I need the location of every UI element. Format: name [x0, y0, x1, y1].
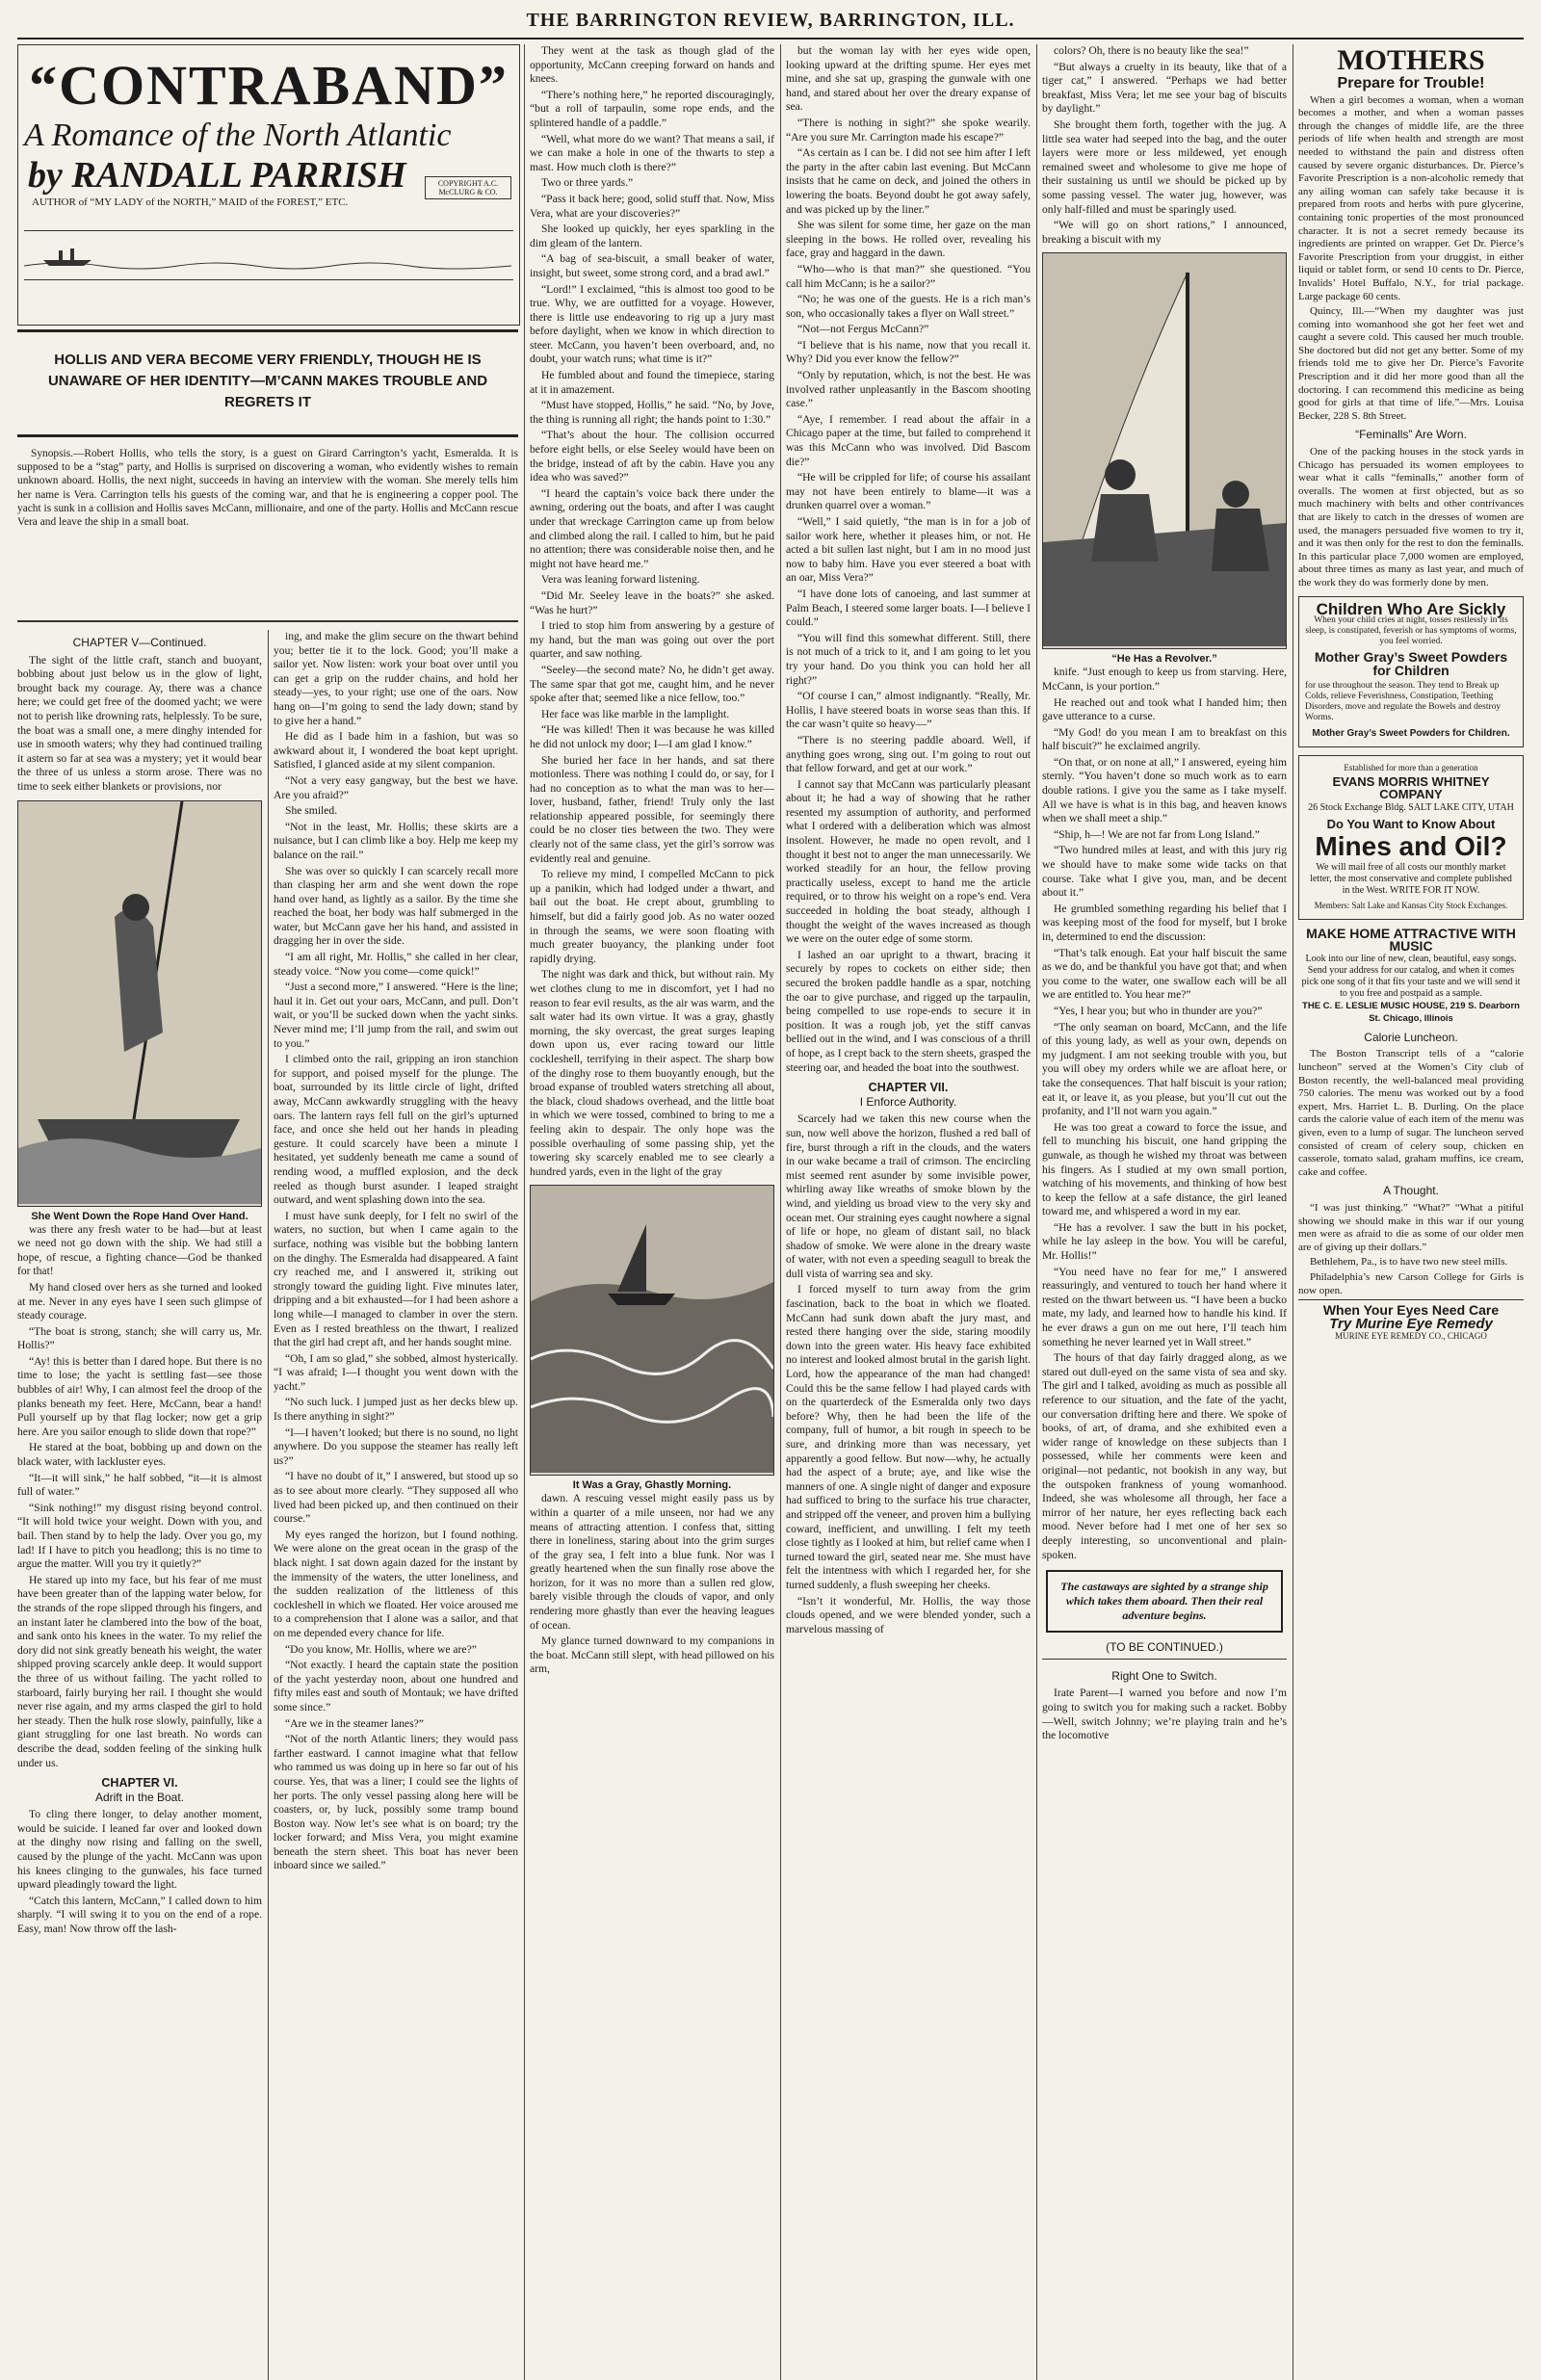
mothers-ad-body: When a girl becomes a woman, when a woman becomes a mother, and when a woman passes through the changes of middle life, are the three periods of life when health and strength are most needed to withstand the pain and distress often caused by severe organic disturbances. Dr. Pierce’s Favorite Prescription is a non-alcoholic remedy that any ailing woman can safely take because it is prepared from roots and herbs with pure glycerine, containing tonic properties of the most pronounced character. It is not a secret remedy because its ingredients are printed on wrapper. Get Dr. Pierce’s Favorite Prescription from your druggist, in either liquid or tablet form, or send 10 cents to Dr. Pierce, Invalids’ Hotel Buffalo, N.Y., for trial package. Large package 60 cents.	[1298, 93, 1524, 302]
music-ad-firm: THE C. E. LESLIE MUSIC HOUSE, 219 S. Dearborn St. Chicago, Illinois	[1302, 1000, 1520, 1025]
paragraph: “I have done lots of canoeing, and last summer at Palm Beach, I steered some larger boats. I—I believe I could.”	[786, 587, 1031, 629]
paragraph: “Not in the least, Mr. Hollis; these skirts are a nuisance, but I can climb like a boy. Help me keep my balance on the rail.”	[274, 820, 518, 861]
divider	[17, 620, 518, 622]
paragraph: “Not of the north Atlantic liners; they would pass farther eastward. I cannot imagine what that fellow who rammed us was doing up in here so far out of his course. Yes, that was a liner; I could see the lights of her ports. The only vessel passing along here will be coasters, or, by luck, possibly some tramp bound Boston way. Now let’s see what is on board; try the locker forward; and Miss Vera, you might examine beneath the stern sheet. This boat has never been inboard since we sailed.”	[274, 1733, 518, 1872]
paragraph: “Did Mr. Seeley leave in the boats?” she asked. “Was he hurt?”	[530, 588, 774, 616]
column-rule	[780, 44, 781, 2380]
paragraph: She smiled.	[285, 804, 338, 818]
chapter-vii-title: I Enforce Authority.	[859, 1094, 957, 1109]
column-4	[786, 44, 1031, 2380]
evans-question: Do You Want to Know About	[1326, 817, 1496, 832]
paragraph: “Seeley—the second mate? No, he didn’t get away. The same spar that got me, caught him, and he never spoke after that; seemed like a nice fellow, too.”	[530, 663, 774, 705]
paragraph: “Catch this lantern, McCann,” I called down to him sharply. “I will swing it to you on the end of a rope. Easy, man! Now throw off the lash-	[17, 1894, 262, 1936]
chapter-v-heading: CHAPTER V—Continued.	[72, 636, 207, 649]
feminalls-text: One of the packing houses in the stock yards in Chicago has persuaded its women employees to wear what it calls “feminalls,” another form of overalls. The women at first objected, but as so much machinery with belts and other contrivances that are likely to catch in the dresses of women are used, the managers persuaded five women to try it, and it was then only for the rest to don the feminalls. In this particular place 7,000 women are employed, about three times as many as last year, and much of the work they do was formerly done by men.	[1298, 446, 1524, 588]
to-be-continued: (TO BE CONTINUED.)	[1106, 1640, 1223, 1655]
filler-heading: Right One to Switch.	[1111, 1668, 1217, 1683]
paragraph: “He will be crippled for life; of course his assailant may not have been entirely to blame—it was a drunken quarrel over a woman.”	[786, 471, 1031, 512]
paragraph: He stared up into my face, but his fear of me must have been greater than of the lapping water below, for the strands of the rope slipped through his fingers, and an instant later he clambered into the bow of the boat, and sank onto his knees in the water. To my relief the dory did not sink greatly beneath his weight, the water shipped proving scarcely ankle deep. It would support the three of us without failing. The yacht rolled to starboard, fairly burying her rail. I thought she would never rise again, and my arms clasped the girl to hold her steady. Then the hulk rose slowly, painfully, like a giant struggling for one last breath. No words can describe the dead, sodden feeling of the sinking hulk under us.	[17, 1573, 262, 1769]
bethlehem-note: Bethlehem, Pa., is to have two new steel mills.	[1310, 1256, 1508, 1268]
rope-illustration	[17, 800, 262, 1207]
paragraph: “Two hundred miles at least, and with this jury rig we should have to make some wide tacks on that course. Take what I give you, man, and be decent about it.”	[1042, 844, 1287, 900]
paragraph: “Well,” I said quietly, “the man is in for a job of sailor work here, whether it pleases him, or not. He acted a bit sullen last night, but I am in no mood just now to baby him. Have you ever steered a boat with an oar, Miss Vera?”	[786, 515, 1031, 585]
paragraph: “I heard the captain’s voice back there under the awning, ordering out the boats, and after I was caught under that wreckage Carrington came up from below and climbed along the rail. I called to him, but he paid no attention; there was considerable noise then, and he might not have heard me.”	[530, 486, 774, 570]
column-3	[530, 44, 774, 2380]
paragraph: “Ship, h—! We are not far from Long Island.”	[1054, 827, 1260, 841]
paragraph: “Who—who is that man?” she questioned. “You call him McCann; is he a sailor?”	[786, 262, 1031, 290]
paragraph: My eyes ranged the horizon, but I found nothing. We were alone on the great ocean in the grasp of the black night. I sat down again dazed for the instant by the immensity of the waters, the utter loneliness, and the sudden realization of the littleness of this cockleshell in which we floated. Her voice aroused me to a comprehension that I alone was a sailor, and that on me depended every chance for life.	[274, 1528, 518, 1639]
serial-deck-headline: HOLLIS AND VERA BECOME VERY FRIENDLY, THOUGH HE IS UNAWARE OF HER IDENTITY—M’CANN MAKES TROUBLE AND REGRETS IT	[17, 329, 518, 437]
column-2	[274, 630, 518, 2380]
paragraph: To cling there longer, to delay another moment, would be suicide. I leaned far over and looked down at the dinghy now rising and falling on the swell, caused by the plunge of the yacht. McCann was upon his knees clinging to the gunwales, his face turned upward pleadingly toward the light.	[17, 1808, 262, 1892]
evans-ad	[1298, 755, 1524, 920]
filler-item	[1042, 1659, 1287, 1743]
serial-byline: by RANDALL PARRISH	[28, 155, 406, 196]
serial-subtitle: A Romance of the North Atlantic	[24, 118, 452, 153]
paragraph: He stared at the boat, bobbing up and down on the black water, with lackluster eyes.	[17, 1441, 262, 1469]
evans-address: 26 Stock Exchange Bldg. SALT LAKE CITY, UTAH	[1308, 801, 1514, 813]
column-1	[17, 630, 262, 2380]
paragraph: “No such luck. I jumped just as her decks blew up. Is there anything in sight?”	[274, 1396, 518, 1424]
mothers-ad-subtitle: Prepare for Trouble!	[1337, 75, 1485, 92]
paragraph: “My God! do you mean I am to breakfast on this half biscuit?” he exclaimed angrily.	[1042, 725, 1287, 753]
paragraph: Vera was leaning forward listening.	[541, 573, 700, 587]
paragraph: He grumbled something regarding his belief that I was keeping most of the food for myself, but I broke in, determined to end the discussion:	[1042, 902, 1287, 943]
paragraph: Two or three yards.”	[541, 176, 634, 190]
paragraph: “Aye, I remember. I read about the affair in a Chicago paper at the time, but failed to comprehend it was this McCann who was involved. Did Bascom die?”	[786, 412, 1031, 468]
revolver-caption: “He Has a Revolver.”	[1111, 653, 1217, 666]
paragraph: “It—it will sink,” he half sobbed, “it—it is almost full of water.”	[17, 1471, 262, 1499]
gray-ad-title: Children Who Are Sickly	[1316, 599, 1506, 618]
gray-ad-body: for use throughout the season. They tend to Break up Colds, relieve Feverishness, Constipation, Teething Disorders, move and regulate the Bowels and destroy Worms.	[1305, 681, 1502, 723]
masthead: THE BARRINGTON REVIEW, BARRINGTON, ILL.	[17, 10, 1524, 39]
ship-decoration-icon	[24, 230, 513, 280]
paragraph: ing, and make the glim secure on the thwart behind you; better tie it to the lock. Good; you’ll make a sailor yet. Now listen: work your boat over until you can get a grip on the rudder chains, and hold her steady—yes, to your right; use one of the oars. Now hang on—I’m going to send the lady down; stand by to give her a hand.”	[274, 630, 518, 727]
paragraph: She brought them forth, together with the jug. A little sea water had seeped into the bag, and the outer layers were more or less mildewed, yet enough remained sweet and wholesome to give me hope of their sustaining us until we should be picked up by some passing vessel. The water jug, however, was only half-filled and must be sparingly used.	[1042, 118, 1287, 216]
mothers-ad	[1298, 44, 1524, 91]
calorie-text: The Boston Transcript tells of a “calorie luncheon” served at the Women’s City club of Boston recently, the well-balanced meal providing 750 calories. The menu was worked out by a food expert, Mrs. Harriet L. B. Durling. On the place cards the calorie value of each item of the menu was given, even to a lump of sugar. The luncheon served consisted of cream of celery soup, chicken en casserole, tomato salad, graham muffins, ice cream, cake and coffee.	[1298, 1048, 1524, 1178]
murine-ad-product: Try Murine Eye Remedy	[1329, 1315, 1493, 1332]
paragraph: “Of course I can,” almost indignantly. “Really, Mr. Hollis, I have steered boats in worse seas than this. If the car wasn’t quite so heavy—”	[786, 690, 1031, 731]
paragraph: The hours of that day fairly dragged along, as we stared out dull-eyed on the same vista of sea and sky. The girl and I talked, avoiding as much as possible all reference to our situation, and the fate of the yacht, our conversation drifting here and there. We spoke of books, of art, of drama, and she exhibited even a wider range of knowledge on these subjects than I possessed, while her comments were keen and original—not pedantic, not bookish in any way, but the outspoken frankness of young womanhood. Indeed, she was wholesome all through, her face a mirror of her nature, her eyes reflecting back each mood. Never before had I met one of her sex so deeply interesting, so unconventional and plain-spoken.	[1042, 1351, 1287, 1561]
paragraph: “I believe that is his name, now that you recall it. Why? Did you ever know the fellow?”	[786, 338, 1031, 366]
chapter-vii-heading	[786, 1081, 1031, 1109]
paragraph: He did as I bade him in a fashion, but was so awkward about it, I wondered the boat kept upright. Satisfied, I glanced aside at my silent companion.	[274, 730, 518, 772]
paragraph: The sight of the little craft, stanch and buoyant, bobbing about just below us in the glow of light, brought back my courage. Ay, there was a chance here; we could get free of the doomed yacht; we were not to perish like drowning rats, helplessly. To be sure, the boat was a small one, a mere dinghy intended for use in smooth waters; why they had continued trailing it astern so far at sea was a mystery; yet it would bear the three of us unless a storm arose. There was no time to seek either blankets or provisions, nor	[17, 653, 262, 793]
paragraph: Scarcely had we taken this new course when the sun, now well above the horizon, flushed a red ball of fire, burst through a rift in the clouds, and the waters in our wake became a trail of crimson. The encircling mist seemed rent asunder by some invisible power, whirling away like wreaths of smoke blown by the wind, and yielding us broad view to the very sky and ocean met. Our straining eyes caught nowhere a signal of life or hope, no gleam of distant sail, no black shadow of smoke. We were alone in the dreary waste of water, with not even a speeding seagull to break the dull vista of warring sea and sky.	[786, 1112, 1031, 1280]
phila-note: Philadelphia’s new Carson College for Girls is now open.	[1298, 1270, 1524, 1296]
column-rule	[524, 44, 525, 2380]
paragraph: “I am all right, Mr. Hollis,” she called in her clear, steady voice. “Now you come—come quick!”	[274, 951, 518, 978]
paragraph: I lashed an oar upright to a thwart, bracing it securely by ropes to cockets on either side; then secured the broken paddle handle as a spar, notching the oar to give purchase, and rigged up the tarpaulin, being compelled to use rope-ends to secure it in position. It was a rough job, yet the stiff canvas bellied out in the wind, and I was conscious of a thrill of hope, as I crept back to the stern sheets, grasped the steering oar, and headed the boat into the southwest.	[786, 948, 1031, 1074]
column-5	[1042, 44, 1287, 2380]
copyright-box: COPYRIGHT A.C. McCLURG & CO.	[425, 176, 511, 199]
revolver-illustration	[1042, 252, 1287, 649]
music-ad	[1298, 925, 1524, 1026]
evans-members: Members: Salt Lake and Kansas City Stock Exchanges.	[1314, 900, 1508, 910]
paragraph: “Just a second more,” I answered. “Here is the line; haul it in. Get out your oars, McCann, and pull. Don’t wait, or you’ll be sucked down when the yacht sinks. Never mind me; I’ll jump from the rail, and swim out to you.”	[274, 981, 518, 1050]
evans-established: Established for more than a generation	[1344, 762, 1478, 772]
paragraph: “Not a very easy gangway, but the best we have. Are you afraid?”	[274, 773, 518, 801]
music-ad-title: MAKE HOME ATTRACTIVE WITH MUSIC	[1306, 925, 1516, 955]
paragraph: “I—I haven’t looked; but there is no sound, no light anywhere. Do you suppose the steamer has really left us?”	[274, 1425, 518, 1467]
paragraph: “There is no steering paddle aboard. Well, if anything goes wrong, sing out. I’m going to rout out that fellow forward, and get at our work.”	[786, 733, 1031, 775]
paragraph: “On that, or on none at all,” I answered, eyeing him sternly. “You haven’t done so much work as to earn double rations. I give you the same as I take myself. All we have is what is in this bag, and heaven knows when we shall meet a ship.”	[1042, 755, 1287, 825]
paragraph: “That’s talk enough. Eat your half biscuit the same as we do, and be thankful you have got that; and when you come to the water, one swallow each will be all we are entitled to. You hear me?”	[1042, 946, 1287, 1002]
paragraph: “There is nothing in sight?” she spoke wearily. “Are you sure Mr. Carrington made his escape?”	[786, 116, 1031, 144]
murine-ad	[1298, 1299, 1524, 1344]
serial-author-note: AUTHOR of “MY LADY of the NORTH,” MAID of the FOREST,” ETC.	[32, 196, 349, 208]
paragraph: I tried to stop him from answering by a gesture of my hand, but the man was going out over the port quarter, and saw nothing.	[530, 619, 774, 661]
paragraph: “Sink nothing!” my disgust rising beyond control. “It will hold twice your weight. Down with you, and bail. Then stand by to help the lady. Over you go, my lad! If I have to pitch you headlong; this is no time to argue the matter. Will you try it quietly?”	[17, 1501, 262, 1571]
paragraph: “Pass it back here; good, solid stuff that. Now, Miss Vera, what are your discoveries?”	[530, 192, 774, 220]
paragraph: dawn. A rescuing vessel might easily pass us by within a quarter of a mile unseen, nor had we any means of attracting attention. I confess that, sitting there in loneliness, staring about into the grim surges of the gray sea, I felt into a blue funk. Nor was I greatly heartened when the sun finally rose above the horizon, for it was no more than a sullen red glow, barely visible through the clouds of vapor, and only rendering more ghastly than ever the heaving leagues of ocean.	[530, 1492, 774, 1632]
gray-morning-caption: It Was a Gray, Ghastly Morning.	[572, 1479, 732, 1492]
paragraph: “Isn’t it wonderful, Mr. Hollis, the way those clouds opened, and we were blended yonder, such a marvelous massing of	[786, 1594, 1031, 1635]
paragraph: Her face was like marble in the lamplight.	[541, 707, 730, 720]
sea-illustration	[530, 1185, 774, 1476]
next-episode-box: The castaways are sighted by a strange ship which takes them aboard. Then their real adventure begins.	[1046, 1570, 1283, 1633]
evans-name: EVANS MORRIS WHITNEY COMPANY	[1332, 773, 1490, 802]
testimonial: Quincy, Ill.—“When my daughter was just coming into womanhood she got her feet wet and caught a severe cold. This caused her much trouble. She doctored but did not get any better. Some of my friends told me to give her Dr. Pierce’s Favorite Prescription and it did her more good than all the doctoring. I can recommend this medicine as being good for girls at that time of life.”—Mrs. Louisa Becker, 228 S. 8th Street.	[1298, 305, 1524, 422]
mothers-ad-title: MOTHERS	[1337, 44, 1485, 76]
paragraph: “The only seaman on board, McCann, and the life of this young lady, as well as your own, depends on my judgment. I am not seeking trouble with you, but you will obey my orders while we are afloat here, or take the consequences. That half biscuit is your ration; eat it, or leave it, as you please, but you’ll cut out the profanity, and I’ll not warn you again.”	[1042, 1020, 1287, 1118]
paragraph: She looked up quickly, her eyes sparkling in the dim gleam of the lantern.	[530, 222, 774, 249]
paragraph: She was over so quickly I can scarcely recall more than clasping her arm and she went down the rope hand over hand, as lightly as a sailor. By the time she reached the boat, her body was half submerged in the water, but McCann gave her his hand, and assisted in dragging her in over the side.	[274, 864, 518, 948]
paragraph: “Must have stopped, Hollis,” he said. “No, by Jove, the thing is running all right; the hands point to 1:30.”	[530, 399, 774, 426]
column-6-ads	[1298, 44, 1524, 2380]
paragraph: “We will go on short rations,” I announced, breaking a biscuit with my	[1042, 219, 1287, 246]
paragraph: “You need have no fear for me,” I answered reassuringly, and ventured to touch her hand where it rested on the thwart between us. “I have been a bucko mate, my lady, and learned how to handle his kind. If he ever draws a gun on me out here, I’ll teach him something he never learned yet in Wall street.”	[1042, 1265, 1287, 1348]
paragraph: “Yes, I hear you; but who in thunder are you?”	[1054, 1004, 1263, 1017]
paragraph: knife. “Just enough to keep us from starving. Here, McCann, is your portion.”	[1042, 666, 1287, 693]
paragraph: “Lord!” I exclaimed, “this is almost too good to be true. Why, we are outfitted for a voyage. However, there is little use endeavoring to rig up a jury mast before daylight, when we know in which direction to steer. McCann, you haven’t been overboard, and, no doubt, your watch runs; what time is it?”	[530, 282, 774, 366]
paragraph: but the woman lay with her eyes wide open, looking upward at the drifting spume. Her eyes met mine, and she sat up, grasping the gunwale with one hand, and stared about her over the dreary expanse of sea.	[786, 44, 1031, 114]
paragraph: She buried her face in her hands, and sat there motionless. There was nothing I could do, or say, for I had no conception as to what the man was to her—lover, husband, father, friend! Truly only the last relationship appeared possible, for seemingly there could be no closer ties between the two. They were clearly not of the same class, yet the girl’s sorrow was evidently real and genuine.	[530, 753, 774, 865]
paragraph: I must have sunk deeply, for I felt no swirl of the waters, no suction, but when I came again to the surface, nothing was visible but the bobbing lantern on the dinghy. The Esmeralda had disappeared. A faint cry reached me, and I answered it, striking out strongly toward the guiding light. Five minutes later, dripping and a bit exhausted—for I had been ashore a long while—I managed to clamber in over the stern. Even as I rested breathless on the thwart, I realized that the girl had crept aft, and her hands sought mine.	[274, 1209, 518, 1349]
serial-title: “CONTRABAND”	[29, 54, 509, 117]
calorie-heading: Calorie Luncheon.	[1364, 1030, 1458, 1044]
paragraph: He fumbled about and found the timepiece, staring at it in amazement.	[530, 369, 774, 396]
music-ad-body: Look into our line of new, clean, beautiful, easy songs. Send your address for our catalog, and when it comes pick one song of it that fits your taste and we will send it to you free and postpaid as a sample.	[1301, 953, 1521, 999]
chapter-vi-number: CHAPTER VI.	[101, 1776, 178, 1791]
paragraph: “Ay! this is better than I dared hope. But there is no time to lose; the yacht is settling fast—see those bubbles of air! Why, I can almost feel the droop of the planks beneath my feet. Here, McCann, bear a hand! Pull yourself up by that flag locker; now get a grip here. Are you sailor enough to slide down that rope?”	[17, 1354, 262, 1438]
chapter-vi-title: Adrift in the Boat.	[94, 1790, 185, 1804]
paragraph: I cannot say that McCann was particularly pleasant about it; he had a way of showing that he rather resented my assumption of authority, and performed what I ordered with a deliberation which was almost insolent. However, he made no open revolt, and I thought it best not to anger the man unnecessarily. We worked steadily for an hour, the fellow proving practically useless, except to hand me the article required, or to throw his weight on a rope’s end. Vera succeeded in holding the boat steady, although I thought the weight of the waves increased as though we were on the outer edge of some storm.	[786, 777, 1031, 946]
paragraph: He was too great a coward to force the issue, and fell to munching his biscuit, one hand gripping the gunwale, as though he wished my throat was between his fingers. As I studied at my own small portion, watching of his movements, and thinking of how best to keep the fellow at a safe distance, the girl leaned toward me, and whispered a word in my ear.	[1042, 1120, 1287, 1218]
thought-heading: A Thought.	[1383, 1184, 1439, 1198]
rope-caption: She Went Down the Rope Hand Over Hand.	[31, 1210, 248, 1222]
paragraph: “Do you know, Mr. Hollis, where we are?”	[285, 1642, 477, 1656]
paragraph: She was silent for some time, her gaze on the man sleeping in the bows. He rolled over, revealing his face, gray and haggard in the dawn.	[786, 219, 1031, 260]
paragraph: “No; he was one of the guests. He is a rich man’s son, who occasionally takes a flyer on Wall street.”	[786, 293, 1031, 320]
paragraph: “The boat is strong, stanch; she will carry us, Mr. Hollis?”	[17, 1324, 262, 1352]
paragraph: “Oh, I am so glad,” she sobbed, almost hysterically. “I was afraid; I—I thought you went down with the yacht.”	[274, 1351, 518, 1393]
paragraph: “Not—not Fergus McCann?”	[797, 323, 929, 336]
gray-ad-footer: Mother Gray’s Sweet Powders for Children.	[1312, 728, 1510, 740]
gray-ad-product: Mother Gray’s Sweet Powders for Children	[1314, 649, 1508, 678]
column-rule	[268, 630, 269, 2380]
paragraph: “A bag of sea-biscuit, a small beaker of water, insight, but sweet, some strong cord, and a brad awl.”	[530, 252, 774, 279]
gray-ad-lead: When your child cries at night, tosses restlessly in its sleep, is constipated, feverish or has symptoms of worms, you feel worried.	[1305, 615, 1517, 647]
column-rule	[1036, 44, 1037, 2380]
paragraph: “He has a revolver. I saw the butt in his pocket, while he lay asleep in the bow. You will be careful, Mr. Hollis!”	[1042, 1220, 1287, 1263]
paragraph: “That’s about the hour. The collision occurred before eight bells, or else Seeley would have been on the bridge, instead of aft by the cabin. Have you any idea who was saved?”	[530, 429, 774, 484]
paragraph: was there any fresh water to be had—but at least we need not go down with the ship. We had still a hope, of rescue, a fighting chance—God be thanked for that!	[17, 1222, 262, 1278]
chapter-vii-number: CHAPTER VII.	[868, 1081, 949, 1095]
paragraph: “As certain as I can be. I did not see him after I left the party in the after cabin last evening. But McCann insists that he came on deck, and joined the others in lowering the boats. Beyond doubt he got away safely, and was picked up by the liner.”	[786, 146, 1031, 216]
feminalls-heading: “Feminalls” Are Worn.	[1355, 428, 1467, 442]
paragraph: My glance turned downward to my companions in the boat. McCann still slept, with head pillowed on his arm,	[530, 1635, 774, 1676]
paragraph: To relieve my mind, I compelled McCann to pick up a panikin, which had lodged under a thwart, and bail out the boat. He crept about, grumbling to himself, but did a fairly good job. As no water oozed in through the seams, we were soon floating with much greater buoyancy, the planking under foot rapidly drying.	[530, 868, 774, 965]
serial-banner	[17, 44, 520, 326]
paragraph: “He was killed! Then it was because he was killed he did not unlock my door; I—I am glad I know.”	[530, 723, 774, 750]
columns	[17, 44, 1524, 2380]
paragraph: My hand closed over hers as she turned and looked at me. Never in any eyes have I seen such glimpse of steady courage.	[17, 1280, 262, 1322]
paragraph: “I have no doubt of it,” I answered, but stood up so as to see about more clearly. “They supposed all who lived had been picked up, and then continued on their course.”	[274, 1470, 518, 1526]
paragraph: The night was dark and thick, but without rain. My wet clothes clung to me in discomfort, yet I had no reason to fear evil results, as the air was warm, and the salt water had its own virtue. It was a gray, ghastly morning, the sky overcast, the great surges leaping down upon us, ever racing toward our little cockleshell, terrifying in their aspect. The sharp bow of the dinghy rose to them buoyantly enough, but the broad expanse of troubled waters stretching all about, the black, cloud shadows overhead, and the little boat in which we were tossed, combined to bring to me a feeling akin to despair. The only hope was the possible overhauling of some passing ship, yet the towering sky scarcely enabled me to see clearly a hundred yards, even in the light of the gray	[530, 968, 774, 1178]
filler-text: Irate Parent—I warned you before and now I’m going to switch you for making such a racket. Bobby—Well, switch Johnny; we’re playing train and he’s the locomotive	[1042, 1687, 1287, 1742]
serial-synopsis: Synopsis.—Robert Hollis, who tells the story, is a guest on Girard Carrington’s yacht, Esmeralda. It is supposed to be a “stag” party, and Hollis is surprised on discovering a woman, who evidently wishes to remain unknown aboard. Hollis, the next night, succeeds in having an interview with the woman. She merely tells him her name is Vera. Carrington tells his guests of the coming war, and that he is engineering a copper pool. The yacht is sunk in a collision and Hollis saves McCann, millionaire, and one of the party. Hollis and McCann rescue Vera and leave the ship in a small boat.	[17, 448, 518, 529]
evans-body: We will mail free of all costs our monthly market letter, the most conservative and complete published in the West. WRITE FOR IT NOW.	[1310, 861, 1512, 896]
paragraph: colors? Oh, there is no beauty like the sea!”	[1054, 44, 1249, 57]
paragraph: They went at the task as though glad of the opportunity, McCann creeping forward on hands and knees.	[530, 44, 774, 86]
paragraph: “Not exactly. I heard the captain state the position of the yacht yesterday noon, about one hundred and fifty miles east and south of Montauk; we have drifted some since.”	[274, 1659, 518, 1713]
paragraph: He reached out and took what I handed him; then gave utterance to a curse.	[1042, 695, 1287, 723]
paragraph: I climbed onto the rail, gripping an iron stanchion for support, and poised myself for the plunge. The boat, surrounded by its little circle of light, drifted away, McCann awkwardly struggling with the heavy oars. The lantern rays fell full on the girl’s upturned face, and once she held out her hands in pleading gesture. It could scarcely have been a minute I hesitated, yet suddenly beneath me came a sound of rending wood, a muffled explosion, and the deck reeled as though burst asunder. I leaped straight outward, and went splashing down into the sea.	[274, 1053, 518, 1207]
evans-big-text: Mines and Oil?	[1315, 830, 1507, 861]
paragraph: “Only by reputation, which, is not the best. He was involved rather unpleasantly in the Bascom shooting case.”	[786, 369, 1031, 410]
murine-ad-footer: MURINE EYE REMEDY CO., CHICAGO	[1335, 1331, 1487, 1342]
paragraph: “Are we in the steamer lanes?”	[285, 1716, 424, 1730]
murine-ad-title: When Your Eyes Need Care	[1322, 1302, 1500, 1319]
thought-text: “I was just thinking.” “What?” “What a pitiful showing we should make in this war if our young men were as afraid to die as some of our older men are of giving up their dollars.”	[1298, 1202, 1524, 1253]
paragraph: “But always a cruelty in its beauty, like that of a tiger cat,” I answered. “Perhaps we had better breakfast, Miss Vera; let me see your bag of biscuits by daylight.”	[1042, 60, 1287, 116]
chapter-vi-heading	[17, 1776, 262, 1804]
mother-gray-ad	[1298, 596, 1524, 747]
paragraph: I forced myself to turn away from the grim fascination, back to the boat in which we floated. McCann had sunk down abaft the jury mast, and rested there hanging over the side, staring moodily down into the green water. His heavy face exhibited no interest and looked almost brutal in the garish light. Lord, how the appearance of the man had changed! Could this be the same fellow I had played cards with on the quarterdeck of the Esmeralda only two days before? Why, then he had been the life of the company, full of humor, a bit rough in speech to be sure, and drinking more than was necessary, yet apparently a good fellow. But now—why, he actually had the aspect of a brute; aye, and like wise the manners of one. A single night of danger and exposure had sufficed to bring to the surface his true character, and stripped off the veneer, and proven him a bullying coward, inefficient, and unwilling. I felt my teeth close tightly as I looked at him, but relief came when I turned toward the girl, seated near me. She must have felt the intentness with which I regarded her, for she turned suddenly, a flush sweeping her cheeks.	[786, 1283, 1031, 1591]
paragraph: “You will find this somewhat different. Still, there is not much of a trick to it, and I am going to let you try your hand. Do you think you can hold her all right?”	[786, 631, 1031, 687]
paragraph: “Well, what more do we want? That means a sail, if we can make a hole in one of the thwarts to step a mast. How much cloth is there?”	[530, 132, 774, 173]
paragraph: “There’s nothing here,” he reported discouragingly, “but a roll of tarpaulin, some rope ends, and the splintered handle of a paddle.”	[530, 88, 774, 129]
